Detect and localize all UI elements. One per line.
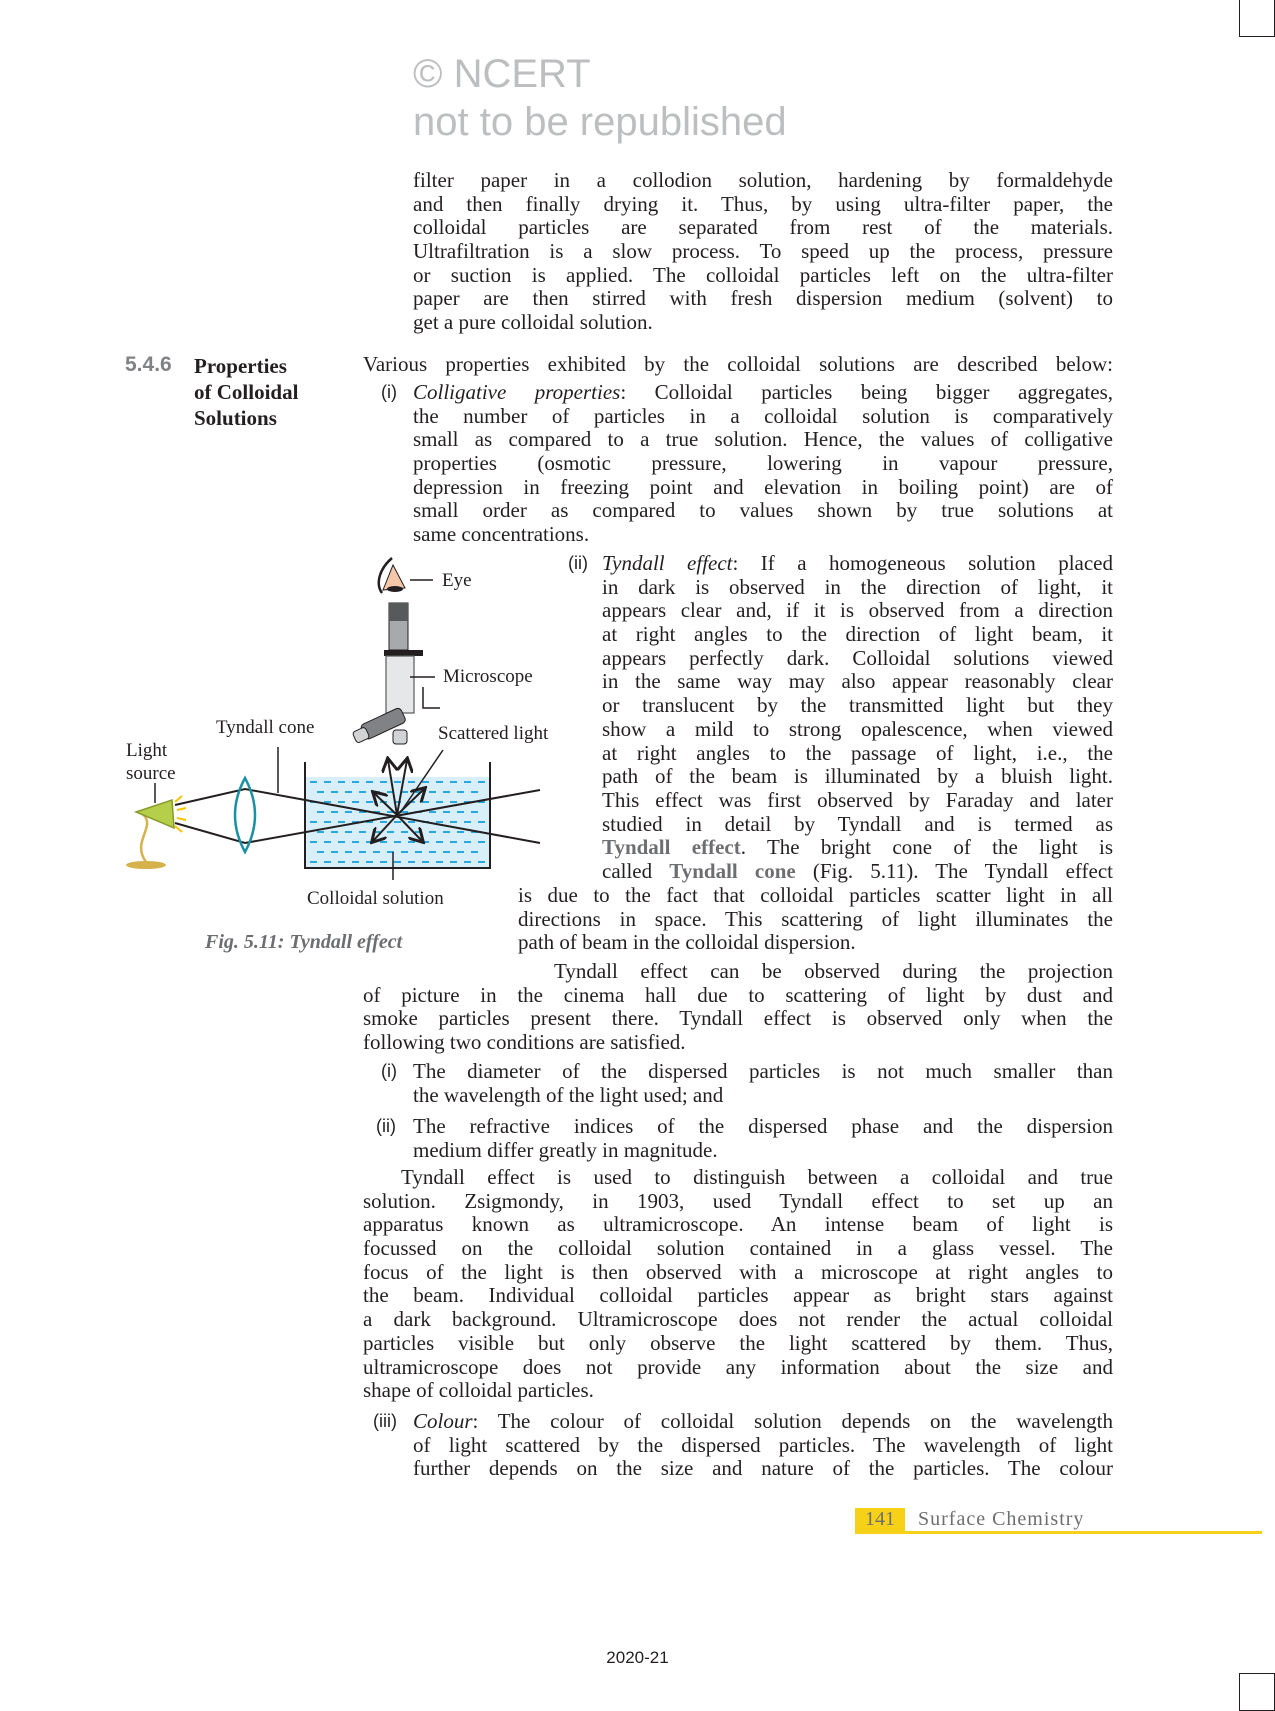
text-line: directions in space. This scattering of light illuminates the bbox=[518, 906, 1113, 931]
text-line: the number of particles in a colloidal solution is comparatively bbox=[413, 403, 1113, 428]
lamp-shade bbox=[136, 800, 174, 828]
bold-term: Tyndall cone bbox=[669, 858, 796, 883]
text-line: focussed on the colloidal solution contained in a glass vessel. The bbox=[363, 1236, 1113, 1261]
eye-icon bbox=[379, 558, 433, 593]
section-title bbox=[194, 353, 298, 431]
text-line: the wavelength of the light used; and bbox=[413, 1082, 724, 1107]
condition-label: (i) bbox=[381, 1061, 397, 1081]
label-source: source bbox=[126, 763, 176, 784]
lamp-stand bbox=[140, 812, 147, 862]
tyndall-effect-figure bbox=[100, 540, 560, 920]
item-tyndall-effect-continued bbox=[518, 884, 1113, 955]
section-number: 5.4.6 bbox=[125, 353, 172, 376]
text-line: appears perfectly dark. Colloidal solutions viewed bbox=[602, 645, 1113, 670]
text-line: following two conditions are satisfied. bbox=[363, 1030, 686, 1055]
text-line: path of beam in the colloidal dispersion. bbox=[518, 930, 856, 955]
text-line: properties (osmotic pressure, lowering in vapour pressure, bbox=[413, 451, 1113, 476]
text-line: the beam. Individual colloidal particles appear as bright stars against bbox=[363, 1283, 1113, 1308]
corner-mark-top bbox=[1239, 0, 1275, 37]
text-line: filter paper in a collodion solution, hardening by formaldehyde bbox=[413, 168, 1113, 192]
item-label: (i) bbox=[381, 382, 397, 402]
text-line: or translucent by the transmitted light but they bbox=[602, 693, 1113, 718]
text-line bbox=[602, 552, 1113, 576]
text-span: : If a homogeneous solution placed bbox=[732, 551, 1114, 575]
corner-mark-bottom bbox=[1239, 1673, 1275, 1711]
label-eye: Eye bbox=[442, 570, 472, 591]
text-line: and then finally drying it. Thus, by using ultra-filter paper, the bbox=[413, 191, 1113, 216]
label-colloidal-solution: Colloidal solution bbox=[307, 888, 444, 909]
text-line: This effect was first observed by Faraday and later bbox=[602, 787, 1113, 812]
text-line bbox=[602, 836, 1113, 860]
text-line: ultramicroscope does not provide any information about the size and bbox=[363, 1354, 1113, 1379]
section-intro bbox=[363, 353, 1113, 377]
lamp-base bbox=[126, 861, 166, 869]
item-label: (ii) bbox=[568, 553, 588, 573]
text-line: at right angles to the direction of light beam, it bbox=[602, 622, 1113, 647]
figure-caption: Fig. 5.11: Tyndall effect bbox=[205, 931, 403, 953]
text-span: : Colloidal particles being bigger aggregates, bbox=[620, 380, 1113, 404]
watermark-line: not to be republished bbox=[413, 100, 787, 144]
text-line: in the same way may also appear reasonably clear bbox=[602, 669, 1113, 694]
text-line bbox=[413, 1410, 1113, 1434]
page-number: 141 bbox=[855, 1508, 905, 1533]
text-line: paper are then stirred with fresh dispersion medium (solvent) to bbox=[413, 286, 1113, 311]
italic-term: Colour bbox=[413, 1409, 473, 1433]
item-label: (iii) bbox=[373, 1411, 397, 1431]
text-line bbox=[602, 860, 1113, 884]
text-line: same concentrations. bbox=[413, 522, 590, 547]
text-span: (Fig. 5.11). The Tyndall effect bbox=[795, 858, 1113, 883]
text-line: is due to the fact that colloidal particles scatter light in all bbox=[518, 883, 1113, 907]
chapter-title: Surface Chemistry bbox=[918, 1508, 1085, 1530]
text-line: focus of the light is then observed with a microscope at right angles to bbox=[363, 1259, 1113, 1284]
label-scattered-light: Scattered light bbox=[438, 723, 549, 744]
text-line: small order as compared to values shown by true solutions at bbox=[413, 498, 1113, 523]
paragraph-ultramicroscope bbox=[363, 1166, 1113, 1403]
text-span: called bbox=[602, 858, 670, 883]
text-line: medium differ greatly in magnitude. bbox=[413, 1137, 718, 1162]
microscope bbox=[351, 603, 440, 744]
text-line: of light scattered by the dispersed particles. The wavelength of light bbox=[413, 1432, 1113, 1457]
text-line: Tyndall effect can be observed during the projection bbox=[554, 959, 1113, 983]
item-tyndall-effect bbox=[602, 552, 1113, 884]
section-title-line: Solutions bbox=[194, 406, 277, 430]
text-line: at right angles to the passage of light, i.e., the bbox=[602, 740, 1113, 765]
text-line: solution. Zsigmondy, in 1903, used Tyndall effect to set up an bbox=[363, 1188, 1113, 1213]
watermark bbox=[413, 50, 787, 146]
text-line: Ultrafiltration is a slow process. To speed up the process, pressure bbox=[413, 239, 1113, 264]
text-line: or suction is applied. The colloidal particles left on the ultra-filter bbox=[413, 262, 1113, 287]
text-span: . The bright cone of the light is bbox=[740, 835, 1114, 860]
section-title-line: of Colloidal bbox=[194, 380, 299, 404]
label-microscope: Microscope bbox=[443, 666, 533, 687]
text-line: in dark is observed in the direction of light, it bbox=[602, 574, 1113, 599]
paragraph-ultrafiltration bbox=[413, 169, 1113, 335]
label-tyndall-cone: Tyndall cone bbox=[216, 717, 315, 738]
item-colour bbox=[413, 1410, 1113, 1481]
text-line: studied in detail by Tyndall and is termed as bbox=[602, 811, 1113, 836]
condition-diameter bbox=[413, 1060, 1113, 1107]
text-line: Various properties exhibited by the colloidal solutions are described below: bbox=[363, 352, 1113, 376]
footer-rule bbox=[855, 1531, 1262, 1534]
text-line: a dark background. Ultramicroscope does not render the actual colloidal bbox=[363, 1307, 1113, 1332]
bold-term: Tyndall effect bbox=[602, 835, 741, 860]
italic-term: Tyndall effect bbox=[602, 551, 733, 575]
item-colligative-properties bbox=[413, 381, 1113, 547]
text-line: Tyndall effect is used to distinguish between a colloidal and true bbox=[401, 1165, 1113, 1189]
text-line: apparatus known as ultramicroscope. An intense beam of light is bbox=[363, 1212, 1113, 1237]
text-line: small as compared to a true solution. Hence, the values of colligative bbox=[413, 427, 1113, 452]
text-line: get a pure colloidal solution. bbox=[413, 310, 653, 335]
text-line bbox=[413, 381, 1113, 405]
text-line: colloidal particles are separated from rest of the materials. bbox=[413, 215, 1113, 240]
paragraph-cinema bbox=[363, 960, 1113, 1055]
text-line: shape of colloidal particles. bbox=[363, 1378, 594, 1403]
section-title-line: Properties bbox=[194, 354, 287, 378]
edition-year: 2020-21 bbox=[606, 1648, 669, 1667]
condition-refractive-indices bbox=[413, 1115, 1113, 1162]
text-line: show a mild to strong opalescence, when viewed bbox=[602, 716, 1113, 741]
text-span: : The colour of colloidal solution depends on the wavelength bbox=[472, 1409, 1113, 1433]
text-line: path of the beam is illuminated by a bluish light. bbox=[602, 764, 1113, 789]
text-line: further depends on the size and nature of the particles. The colour bbox=[413, 1456, 1113, 1481]
condition-label: (ii) bbox=[376, 1116, 396, 1136]
text-line: The refractive indices of the dispersed phase and the dispersion bbox=[413, 1114, 1113, 1138]
text-line: particles visible but only observe the light scattered by them. Thus, bbox=[363, 1330, 1113, 1355]
text-line: smoke particles present there. Tyndall effect is observed only when the bbox=[363, 1006, 1113, 1031]
text-line: appears clear and, if it is observed from a direction bbox=[602, 598, 1113, 623]
text-line: The diameter of the dispersed particles is not much smaller than bbox=[413, 1059, 1113, 1083]
text-line: of picture in the cinema hall due to scattering of light by dust and bbox=[363, 982, 1113, 1007]
text-line: depression in freezing point and elevation in boiling point) are of bbox=[413, 474, 1113, 499]
label-light: Light bbox=[126, 740, 168, 761]
italic-term: Colligative properties bbox=[413, 380, 621, 404]
watermark-line: © NCERT bbox=[413, 52, 591, 96]
